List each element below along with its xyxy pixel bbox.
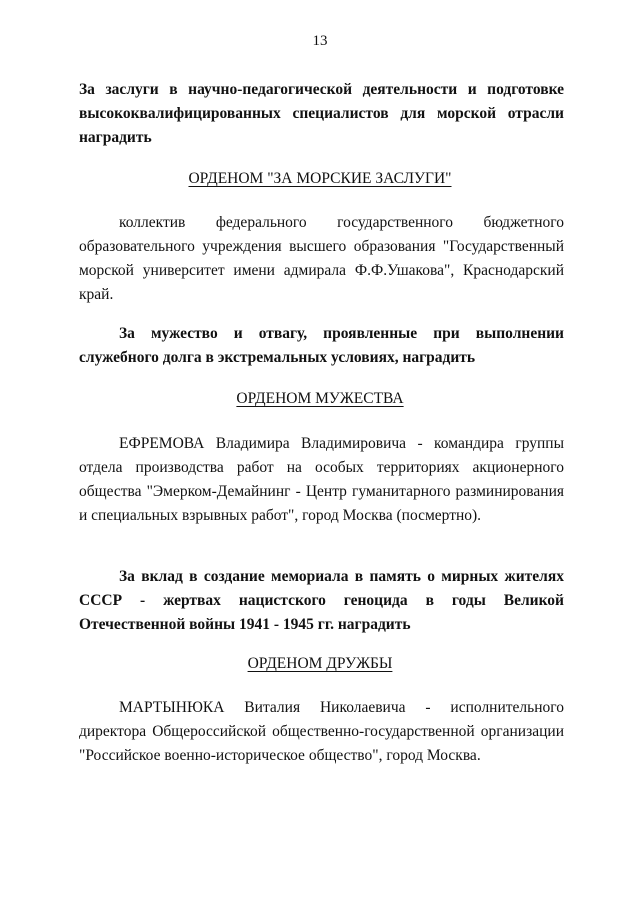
award-recipient: коллектив федерального государственного бюджетного образовательного учреждения высшего образования "Государственный морской университет имени адмирала Ф.Ф.Ушакова", Краснодарский край. (79, 214, 564, 303)
page-number: 13 (312, 33, 328, 49)
award-preamble: За заслуги в научно-педагогической деятельности и подготовке высококвалифицированных специалистов для морской отрасли наградить (79, 81, 564, 146)
order-heading (0, 167, 640, 191)
order-title: ОРДЕНОМ ДРУЖБЫ (247, 655, 393, 672)
award-recipient: МАРТЫНЮКА Виталия Николаевича - исполнительного директора Общероссийской общественно-государственной организации "Российское военно-историческое общество", город Москва. (79, 699, 564, 764)
order-heading (0, 652, 640, 676)
order-title: ОРДЕНОМ "ЗА МОРСКИЕ ЗАСЛУГИ" (188, 170, 452, 187)
award-preamble: За вклад в создание мемориала в память о мирных жителях СССР - жертвах нацистского геноцида в годы Великой Отечественной войны 1941 - 1945 гг. наградить (79, 568, 564, 633)
award-recipient: ЕФРЕМОВА Владимира Владимировича - командира группы отдела производства работ на особых территориях акционерного общества "Эмерком-Демайнинг - Центр гуманитарного разминирования и специальных взрывных работ", город Москва (посмертно). (79, 435, 564, 524)
order-title: ОРДЕНОМ МУЖЕСТВА (236, 390, 404, 407)
order-heading (0, 387, 640, 411)
award-preamble: За мужество и отвагу, проявленные при выполнении служебного долга в экстремальных условиях, наградить (79, 325, 564, 366)
